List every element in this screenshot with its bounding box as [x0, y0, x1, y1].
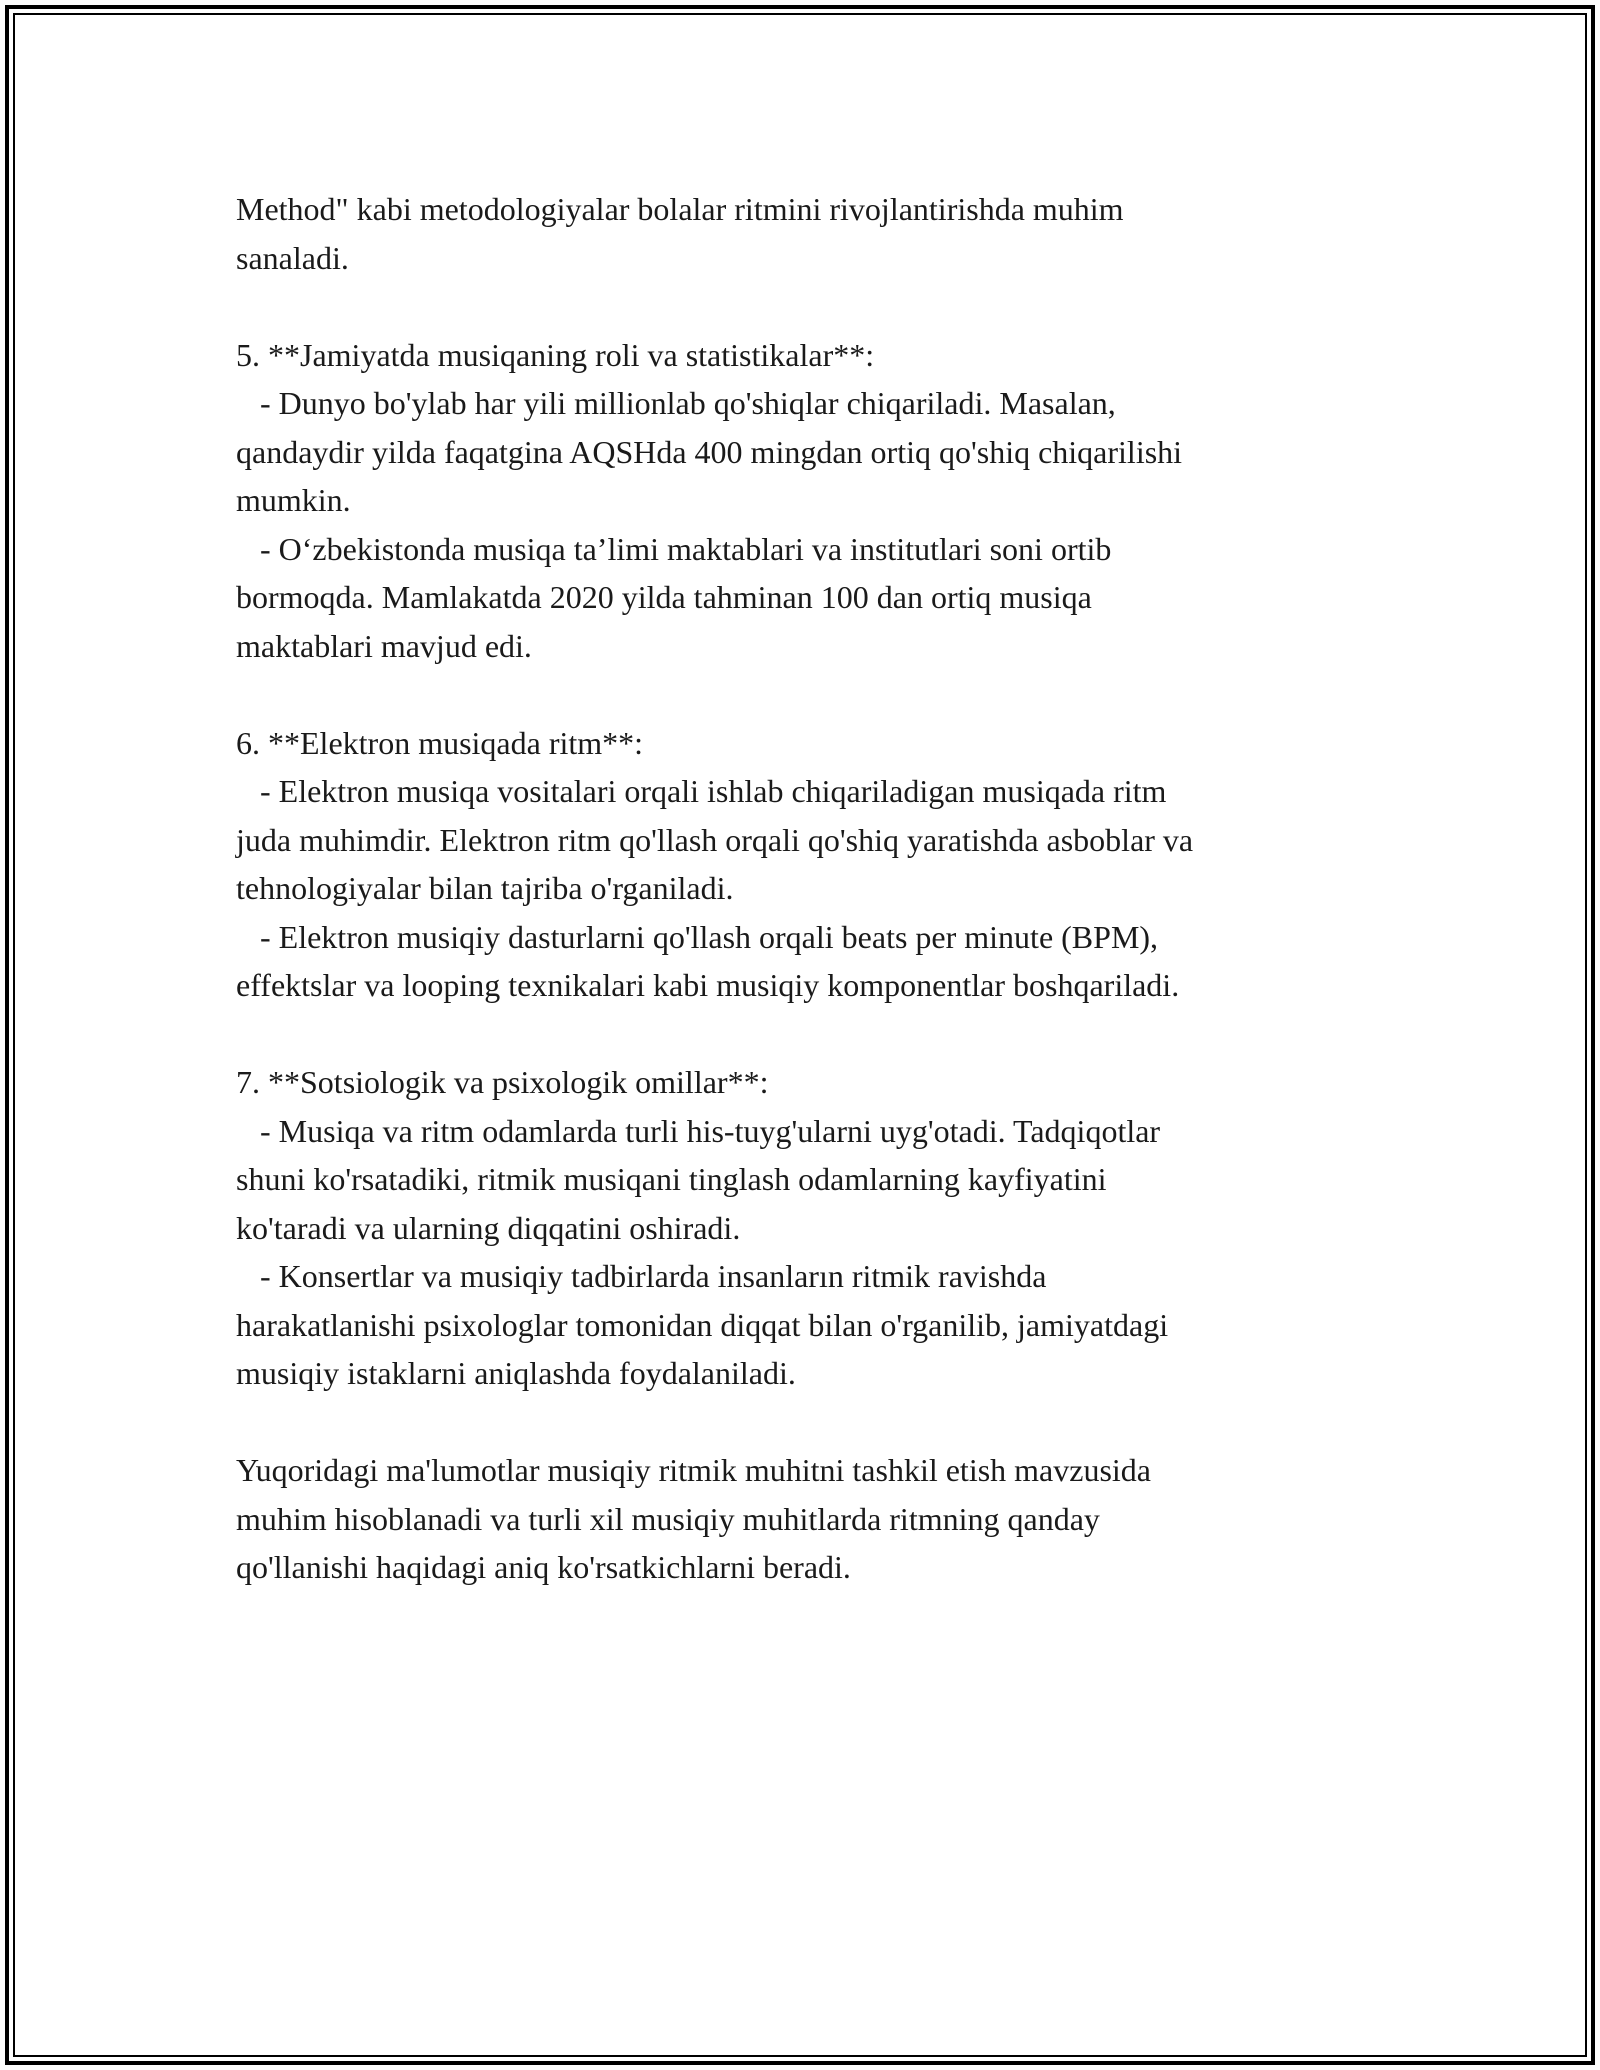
- text-line: musiqiy istaklarni aniqlashda foydalaniladi.: [236, 1355, 796, 1391]
- text-line: juda muhimdir. Elektron ritm qo'llash orqali qo'shiq yaratishda asboblar va: [236, 821, 1194, 858]
- text-line: maktablari mavjud edi.: [236, 627, 532, 664]
- text-line: ko'taradi va ularning diqqatini oshiradi.: [236, 1209, 741, 1246]
- section-5: [236, 331, 1376, 671]
- text-line: muhim hisoblanadi va turli xil musiqiy muhitlarda ritmning qanday: [236, 1500, 1100, 1537]
- text-line: - Musiqa va ritm odamlarda turli his-tuyg'ularni uyg'otadi. Tadqiqotlar: [236, 1112, 1161, 1149]
- paragraph-gap: [236, 282, 1376, 331]
- text-line: Yuqoridagi ma'lumotlar musiqiy ritmik muhitni tashkil etish mavzusida: [236, 1452, 1151, 1488]
- text-line: tehnologiyalar bilan tajriba o'rganiladi.: [236, 870, 734, 906]
- text-line: Method" kabi metodologiyalar bolalar ritmini rivojlantirishda muhim: [236, 191, 1124, 227]
- text-line: bormoqda. Mamlakatda 2020 yilda tahminan 100 dan ortiq musiqa: [236, 579, 1092, 615]
- text-line: qandaydir yilda faqatgina AQSHda 400 mingdan ortiq qo'shiq chiqarilishi: [236, 433, 1183, 470]
- paragraph-gap: [236, 1398, 1376, 1447]
- text-line: - O‘zbekistonda musiqa ta’limi maktablari va institutlari soni ortib: [236, 530, 1112, 567]
- section-7: [236, 1058, 1376, 1398]
- section-heading: 7. **Sotsiologik va psixologik omillar**:: [236, 1064, 769, 1100]
- text-line: - Konsertlar va musiqiy tadbirlarda insanların ritmik ravishda: [236, 1258, 1047, 1294]
- text-line: - Dunyo bo'ylab har yili millionlab qo'shiqlar chiqariladi. Masalan,: [236, 385, 1116, 421]
- text-line: - Elektron musiqiy dasturlarni qo'llash orqali beats per minute (BPM),: [236, 918, 1159, 955]
- text-line: qo'llanishi haqidagi aniq ko'rsatkichlarni beradi.: [236, 1549, 851, 1585]
- text-line: effektslar va looping texnikalari kabi musiqiy komponentlar boshqariladi.: [236, 967, 1180, 1003]
- document-body: [236, 185, 1376, 1592]
- text-line: harakatlanishi psixologlar tomonidan diqqat bilan o'rganilib, jamiyatdagi: [236, 1306, 1169, 1343]
- intro-paragraph: [236, 185, 1376, 282]
- text-line: sanaladi.: [236, 239, 349, 276]
- paragraph-gap: [236, 670, 1376, 719]
- text-line: - Elektron musiqa vositalari orqali ishlab chiqariladigan musiqada ritm: [236, 773, 1167, 809]
- conclusion-paragraph: [236, 1446, 1376, 1592]
- text-line: mumkin.: [236, 482, 351, 518]
- text-line: shuni ko'rsatadiki, ritmik musiqani tinglash odamlarning kayfiyatini: [236, 1161, 1107, 1197]
- section-heading: 6. **Elektron musiqada ritm**:: [236, 724, 644, 761]
- section-6: [236, 719, 1376, 1010]
- section-heading: 5. **Jamiyatda musiqaning roli va statistikalar**:: [236, 336, 875, 373]
- paragraph-gap: [236, 1010, 1376, 1059]
